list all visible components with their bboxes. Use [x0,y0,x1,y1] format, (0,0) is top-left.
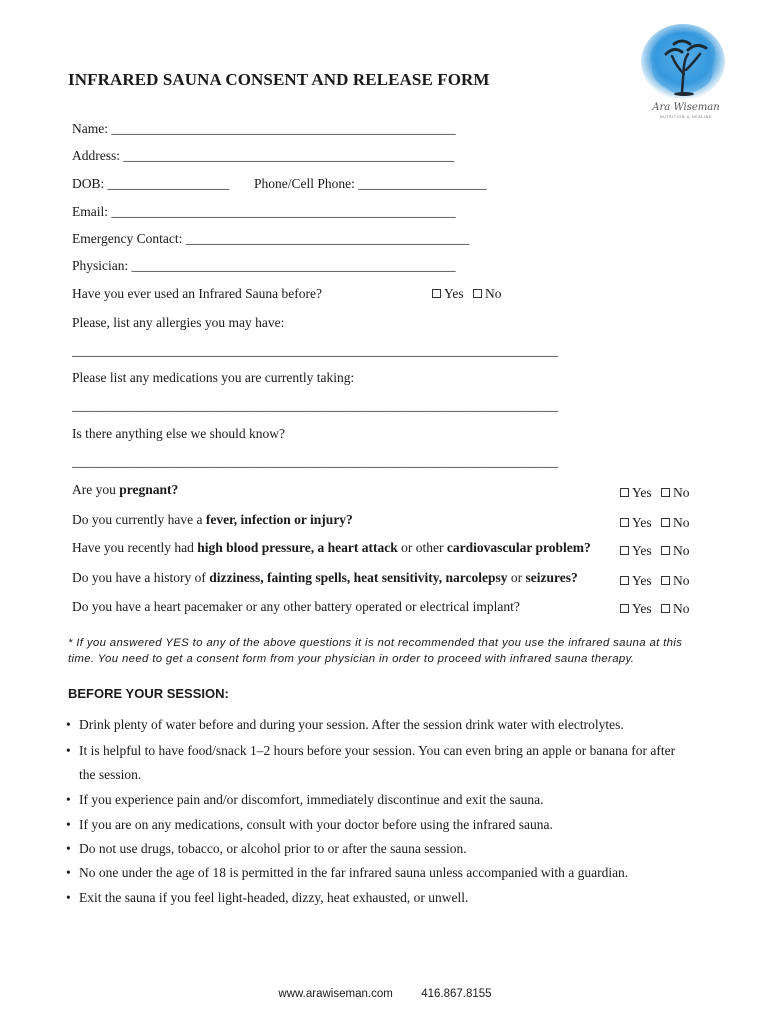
yes-label: Yes [632,573,652,588]
email-field[interactable]: Email: ___________________________________________________ [72,204,456,219]
q-text: Have you recently had [72,540,198,555]
fever-answer [620,515,690,531]
bullet-icon: • [66,717,71,732]
list-item-text: It is helpful to have food/snack 1–2 hours before your session. You can even bring an apple or banana for after [79,743,676,758]
cardio-answer [620,543,690,559]
physician-field[interactable]: Physician: ________________________________________________ [72,258,456,273]
no-checkbox[interactable] [661,518,670,527]
footer-website[interactable]: www.arawiseman.com [278,988,393,1000]
q-bold: dizziness, fainting spells, heat sensitivity, narcolepsy [209,570,508,585]
q-text: or [507,570,526,585]
else-label: Is there anything else we should know? [72,426,285,441]
yes-checkbox[interactable] [620,546,629,555]
list-item [66,890,468,906]
allergies-label: Please, list any allergies you may have: [72,315,285,330]
bullet-icon: • [66,743,71,758]
list-item [66,717,624,733]
q-bold: pregnant? [119,482,179,497]
medications-line[interactable]: ________________________________________________________________________ [72,398,558,413]
list-item [66,817,553,833]
yes-label: Yes [632,601,652,616]
list-item [66,792,543,808]
q-text: Do you have a heart pacemaker or any other battery operated or electrical implant? [72,599,520,614]
yes-checkbox[interactable] [620,518,629,527]
no-checkbox[interactable] [473,289,482,298]
page-footer [0,988,770,1000]
before-session-heading: BEFORE YOUR SESSION: [68,686,229,701]
yes-checkbox[interactable] [620,604,629,613]
list-item [66,743,675,759]
yes-checkbox[interactable] [620,488,629,497]
q-text: Do you currently have a [72,512,206,527]
footer-phone: 416.867.8155 [421,988,492,1000]
list-item-continuation: the session. [79,767,142,782]
question-cardio [72,540,591,556]
else-line[interactable]: ________________________________________________________________________ [72,454,558,469]
dizziness-answer [620,573,690,589]
name-field[interactable]: Name: ___________________________________________________ [72,121,456,136]
logo-text: Ara Wiseman [652,102,720,113]
list-item-text: Drink plenty of water before and during your session. After the session drink water with electrolytes. [79,717,624,732]
no-label: No [673,601,690,616]
bullet-icon: • [66,841,71,856]
question-fever [72,512,353,528]
no-label: No [673,573,690,588]
bullet-icon: • [66,890,71,905]
q-bold: fever, infection or injury? [205,512,353,527]
yes-label: Yes [632,485,652,500]
no-label: No [673,543,690,558]
question-dizziness [72,570,578,586]
list-item-text: If you experience pain and/or discomfort, immediately discontinue and exit the sauna. [79,792,544,807]
pacemaker-answer [620,601,690,617]
no-checkbox[interactable] [661,576,670,585]
allergies-line[interactable]: ________________________________________________________________________ [72,343,558,358]
medications-label: Please list any medications you are currently taking: [72,370,355,385]
list-item [66,841,467,857]
bullet-icon: • [66,865,71,880]
q-bold: high blood pressure, a heart attack [197,540,398,555]
bullet-icon: • [66,817,71,832]
list-item-text: No one under the age of 18 is permitted in the far infrared sauna unless accompanied with a guardian. [79,865,629,880]
no-checkbox[interactable] [661,546,670,555]
yes-label: Yes [444,286,464,301]
q-bold: seizures? [525,570,578,585]
yes-label: Yes [632,515,652,530]
q-bold: cardiovascular problem? [446,540,591,555]
yes-checkbox[interactable] [432,289,441,298]
disclaimer-note: * If you answered YES to any of the above questions it is not recommended that you use the infrared sauna at this time. You need to get a consent form from your physician in order to proceed with infrared sauna therapy. [68,637,683,665]
pregnant-answer [620,485,690,501]
no-checkbox[interactable] [661,488,670,497]
list-item-text: Exit the sauna if you feel light-headed, dizzy, heat exhausted, or unwell. [79,890,469,905]
no-label: No [673,485,690,500]
no-checkbox[interactable] [661,604,670,613]
no-label: No [485,286,502,301]
yes-checkbox[interactable] [620,576,629,585]
phone-field[interactable]: Phone/Cell Phone: ___________________ [254,176,487,191]
form-title: INFRARED SAUNA CONSENT AND RELEASE FORM [68,70,490,89]
q-text: Are you [72,482,120,497]
dob-field[interactable]: DOB: __________________ [72,176,230,191]
address-field[interactable]: Address: _________________________________________________ [72,148,455,163]
yes-label: Yes [632,543,652,558]
list-item-text: Do not use drugs, tobacco, or alcohol prior to or after the sauna session. [79,841,467,856]
logo-subtext: NUTRITION & HEALING [659,115,713,119]
question-pregnant [72,482,178,498]
list-item-text: If you are on any medications, consult with your doctor before using the infrared sauna. [79,817,553,832]
no-label: No [673,515,690,530]
brand-logo [636,14,736,124]
question-pacemaker [72,599,520,615]
q-text: Do you have a history of [72,570,210,585]
bullet-icon: • [66,792,71,807]
emergency-contact-field[interactable]: Emergency Contact: __________________________________________ [72,231,470,246]
list-item [66,865,628,881]
sauna-answer [432,286,502,302]
sauna-question: Have you ever used an Infrared Sauna before? [72,286,323,301]
q-text: or other [397,540,447,555]
